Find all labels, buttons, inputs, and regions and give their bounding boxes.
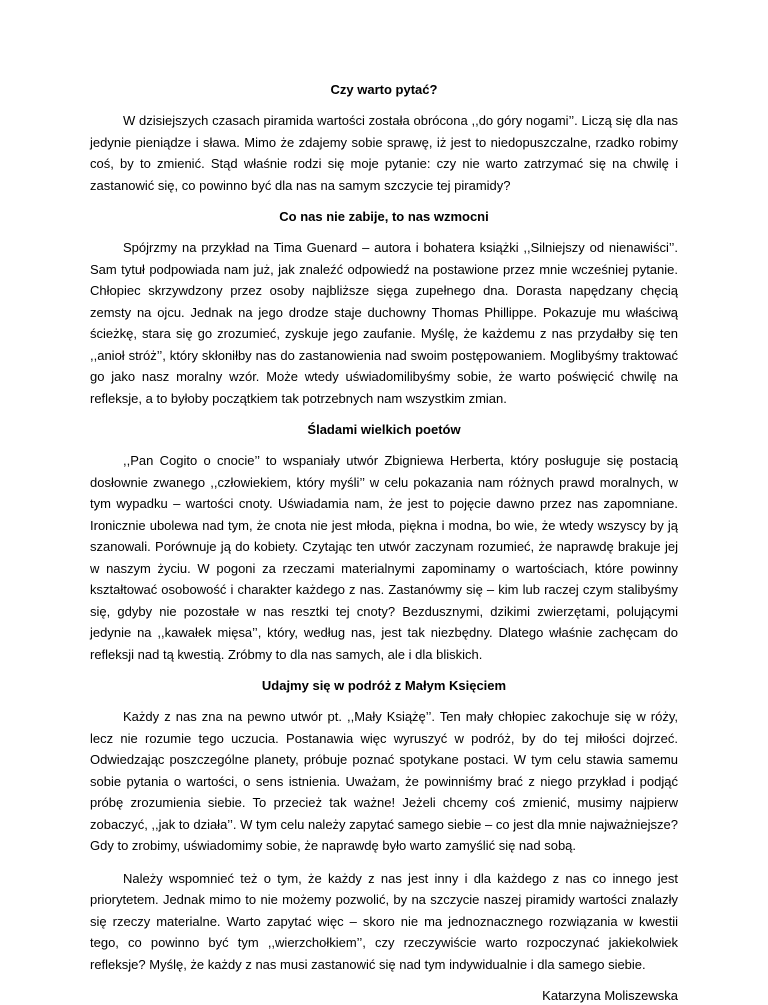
section-3-paragraph-1: Każdy z nas zna na pewno utwór pt. ,,Mały Książę’’. Ten mały chłopiec zakochuje się w róży, lecz nie rozumie tego uczucia. Postanawia więc wyruszyć w podróż, by do tej miłości dojrzeć. Odwiedzając poszczególne planety, próbuje poznać spotykane postaci. W tym celu stawia samemu sobie pytania o wartości, o sens istnienia. Uważam, że powinniśmy brać z niego przykład i podjąć próbę zrozumienia siebie. To przecież tak ważne! Jeżeli chcemy coś zmienić, musimy najpierw zobaczyć, ,,jak to działa’’. W tym celu należy zapytać samego siebie – co jest dla mnie najważniejsze? Gdy to zrobimy, uświadomimy sobie, że naprawdę było warto zamyślić się nad sobą. xyxy=(90,709,678,853)
section-2-paragraph-1: ,,Pan Cogito o cnocie’’ to wspaniały utwór Zbigniewa Herberta, który posługuje się postacią dosłownie zwanego ,,człowiekiem, który myśli’’ w celu pokazania nam różnych prawd moralnych, w tym wypadku – wartości cnoty. Uświadamia nam, że jest to pojęcie dawno przez nas zapomniane. Ironicznie ubolewa nad tym, że cnota nie jest młoda, piękna i modna, bo wie, że wtedy wszyscy by ją szanowali. Porównuje ją do kobiety. Czytając ten utwór zaczynam rozumieć, że naprawdę brakuje jej w naszym życiu. W pogoni za rzeczami materialnymi zapominamy o wartościach, które powinny kształtować osobowość i charakter każdego z nas. Zastanówmy się – kim lub raczej czym stalibyśmy się, gdyby nie pozostałe w nas resztki tej cnoty? Bezdusznymi, dzikimi zwierzętami, polującymi jedynie na ,,kawałek mięsa’’, który, według nas, jest tak niezbędny. Dlatego właśnie zachęcam do refleksji nad tą kwestią. Zróbmy to dla nas samych, ale i dla bliskich. xyxy=(90,453,678,662)
section-heading-1: Co nas nie zabije, to nas wzmocni xyxy=(279,209,489,224)
section-heading-2: Śladami wielkich poetów xyxy=(307,422,461,437)
author-signature: Katarzyna Moliszewska xyxy=(542,988,678,1003)
intro-paragraph: W dzisiejszych czasach piramida wartości została obrócona ,,do góry nogami’’. Liczą się dla nas jedynie pieniądze i sława. Mimo że zdajemy sobie sprawę, iż jest to niedopuszczalne, rzadko robimy coś, by to zmienić. Stąd właśnie rodzi się moje pytanie: czy nie warto zatrzymać się na chwilę i zastanowić się, co powinno być dla nas na samym szczycie tej piramidy? xyxy=(90,113,678,193)
section-1-paragraph-1: Spójrzmy na przykład na Tima Guenard – autora i bohatera książki ,,Silniejszy od nienawiści’’. Sam tytuł podpowiada nam już, jak znaleźć odpowiedź na postawione przez mnie wcześniej pytanie. Chłopiec skrzywdzony przez osoby najbliższe sięga zupełnego dna. Dorasta napędzany chęcią zemsty na ojcu. Jednak na jego drodze staje duchowny Thomas Phillippe. Pokazuje mu właściwą ścieżkę, stara się go zrozumieć, zyskuje jego zaufanie. Myślę, że każdemu z nas przydałby się ten ,,anioł stróż’’, który skłoniłby nas do zastanowienia nad swoim postępowaniem. Moglibyśmy traktować go jako nasz moralny wzór. Może wtedy uświadomilibyśmy sobie, że warto poświęcić chwilę na refleksje, a to byłoby początkiem tak potrzebnych nam wszystkim zmian. xyxy=(90,240,678,406)
document-title: Czy warto pytać? xyxy=(330,82,438,97)
section-heading-3: Udajmy się w podróż z Małym Księciem xyxy=(261,678,507,693)
section-3-paragraph-2: Należy wspomnieć też o tym, że każdy z nas jest inny i dla każdego z nas co innego jest priorytetem. Jednak mimo to nie możemy pozwolić, by na szczycie naszej piramidy wartości znalazły się rzeczy materialne. Warto zapytać więc – skoro nie ma jednoznacznego rozwiązania w kwestii tego, co powinno być tym ,,wierzchołkiem’’, czy rzeczywiście warto rozpoczynać jakiekolwiek refleksje? Myślę, że każdy z nas musi zastanowić się nad tym indywidualnie i dla samego siebie. xyxy=(90,870,678,972)
document-body xyxy=(90,81,678,1005)
